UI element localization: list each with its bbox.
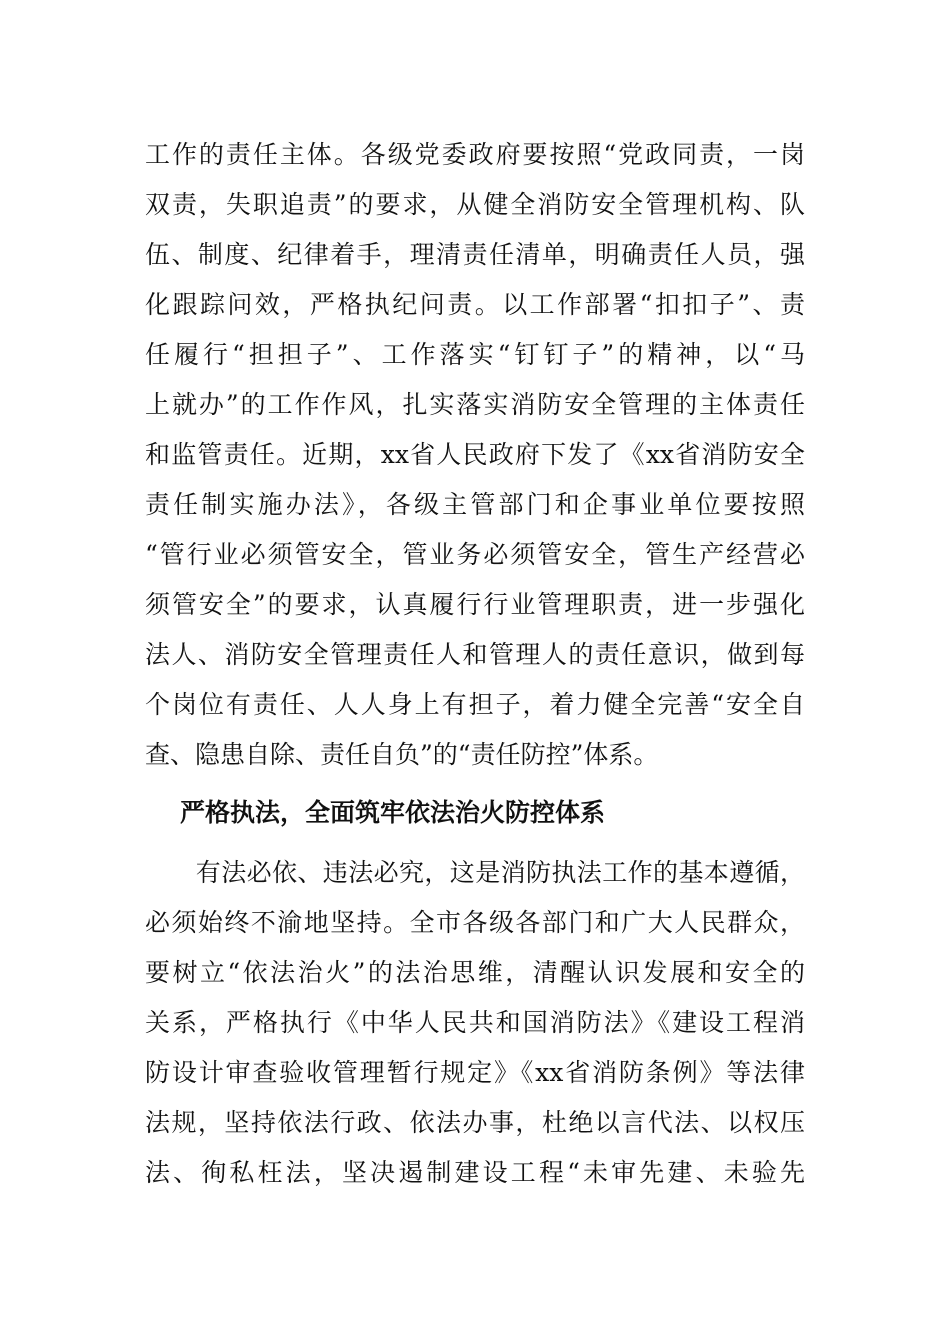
paragraph-line: 关系，严格执行《中华人民共和国消防法》《建设工程消 (145, 1008, 805, 1037)
paragraph-line: 要树立“依法治火”的法治思维，清醒认识发展和安全的 (145, 958, 805, 987)
paragraph-line: 法规，坚持依法行政、依法办事，杜绝以言代法、以权压 (145, 1108, 805, 1137)
paragraph-line: 伍、制度、纪律着手，理清责任清单，明确责任人员，强 (145, 240, 805, 269)
paragraph-line: 责任制实施办法》，各级主管部门和企事业单位要按照 (145, 490, 805, 519)
paragraph-line: 双责，失职追责”的要求，从健全消防安全管理机构、队 (145, 190, 805, 219)
paragraph-line: 查、隐患自除、责任自负”的“责任防控”体系。 (145, 740, 659, 769)
paragraph-line: 法人、消防安全管理责任人和管理人的责任意识，做到每 (145, 640, 805, 669)
paragraph-line: 法、徇私枉法，坚决遏制建设工程“未审先建、未验先 (145, 1158, 805, 1187)
paragraph-line: 必须始终不渝地坚持。全市各级各部门和广大人民群众， (145, 908, 805, 937)
paragraph-line: 化跟踪问效，严格执纪问责。以工作部署“扣扣子”、责 (145, 290, 805, 319)
paragraph-line: 须管安全”的要求，认真履行行业管理职责，进一步强化 (145, 590, 805, 619)
paragraph-line: 和监管责任。近期，xx省人民政府下发了《xx省消防安全 (145, 440, 805, 469)
paragraph-line: 任履行“担担子”、工作落实“钉钉子”的精神，以“马 (145, 340, 805, 369)
section-heading: 严格执法，全面筑牢依法治火防控体系 (180, 798, 606, 827)
paragraph-line: 有法必依、违法必究，这是消防执法工作的基本遵循， (145, 858, 805, 887)
paragraph-line: 防设计审查验收管理暂行规定》《xx省消防条例》等法律 (145, 1058, 805, 1087)
paragraph-line: 工作的责任主体。各级党委政府要按照“党政同责，一岗 (145, 140, 805, 169)
paragraph-line: 个岗位有责任、人人身上有担子，着力健全完善“安全自 (145, 690, 805, 719)
paragraph-line: “管行业必须管安全，管业务必须管安全，管生产经营必 (145, 540, 805, 569)
paragraph-line: 上就办”的工作作风，扎实落实消防安全管理的主体责任 (145, 390, 805, 419)
